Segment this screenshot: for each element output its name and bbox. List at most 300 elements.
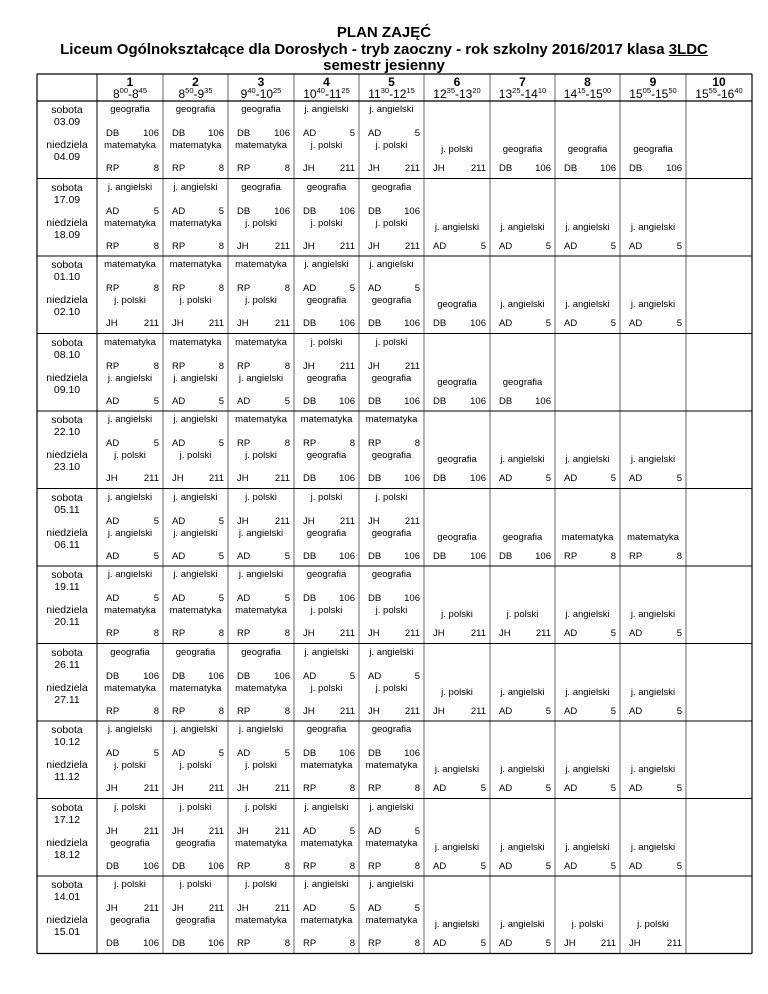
- lesson-subject: j. angielski: [500, 221, 545, 233]
- lesson-teacher: DB: [172, 670, 186, 682]
- column-number: 8: [584, 75, 591, 89]
- lesson-room: 211: [404, 628, 420, 639]
- lesson-teacher: DB: [303, 318, 317, 329]
- lesson-subject: j. angielski: [500, 686, 545, 698]
- lesson-room: 5: [676, 628, 682, 639]
- lesson-subject: j. polski: [114, 450, 146, 461]
- lesson-subject: j. angielski: [107, 527, 153, 539]
- lesson-subject: j. polski: [245, 295, 277, 306]
- lesson-teacher: AD: [303, 825, 317, 837]
- lesson-room: 8: [218, 628, 224, 639]
- lesson-subject: matematyka: [300, 837, 353, 849]
- lesson-teacher: JH: [237, 825, 249, 837]
- day-label-saturday: sobota 22.10: [51, 414, 83, 438]
- lesson-teacher: JH: [433, 163, 445, 174]
- column-time: $8^{00}-8^{45}$: [112, 86, 148, 101]
- lesson-room: 106: [274, 128, 290, 139]
- lesson-teacher: RP: [237, 163, 251, 174]
- lesson-subject: j. angielski: [500, 919, 545, 930]
- lesson-room: 8: [414, 860, 420, 872]
- lesson-subject: geografia: [306, 450, 347, 461]
- lesson-teacher: AD: [629, 783, 643, 794]
- lesson-room: 5: [545, 938, 551, 949]
- lesson-teacher: DB: [629, 163, 643, 174]
- lesson-subject: j. polski: [375, 217, 408, 229]
- lesson-teacher: JH: [564, 938, 576, 949]
- lesson-subject: j. polski: [571, 919, 604, 930]
- lesson-subject: matematyka: [235, 414, 287, 425]
- lesson-teacher: AD: [303, 283, 317, 294]
- lesson-subject: matematyka: [300, 760, 353, 771]
- lesson-room: 8: [610, 550, 616, 562]
- lesson-subject: j. angielski: [500, 764, 545, 775]
- lesson-room: 211: [470, 705, 486, 717]
- lesson-subject: geografia: [437, 299, 477, 310]
- lesson-room: 8: [676, 550, 682, 562]
- lesson-room: 5: [610, 860, 616, 872]
- lesson-room: 106: [535, 550, 551, 562]
- lesson-teacher: AD: [303, 903, 317, 914]
- lesson-subject: matematyka: [365, 837, 418, 849]
- lesson-room: 5: [480, 860, 486, 872]
- lesson-room: 5: [153, 395, 159, 407]
- lesson-room: 8: [153, 628, 159, 639]
- lesson-subject: j. angielski: [238, 372, 284, 384]
- lesson-subject: j. polski: [114, 760, 146, 771]
- lesson-room: 5: [545, 318, 551, 329]
- day-label-saturday: sobota 05.11: [51, 491, 83, 516]
- lesson-room: 106: [143, 860, 159, 872]
- lesson-teacher: JH: [237, 318, 249, 329]
- lesson-teacher: AD: [499, 938, 513, 949]
- lesson-subject: j. angielski: [500, 454, 545, 465]
- lesson-room: 5: [414, 670, 420, 682]
- lesson-room: 8: [349, 938, 355, 949]
- lesson-room: 211: [470, 628, 486, 639]
- lesson-teacher: JH: [106, 783, 118, 794]
- lesson-room: 5: [610, 473, 616, 484]
- lesson-room: 211: [666, 938, 682, 949]
- lesson-subject: j. angielski: [107, 414, 153, 425]
- lesson-subject: j. angielski: [369, 104, 414, 115]
- lesson-subject: geografia: [241, 181, 281, 193]
- lesson-teacher: JH: [499, 628, 511, 639]
- lesson-subject: matematyka: [104, 217, 156, 229]
- lesson-room: 106: [339, 593, 355, 604]
- lesson-room: 5: [610, 705, 616, 717]
- lesson-room: 106: [535, 395, 551, 407]
- lesson-teacher: DB: [303, 748, 317, 759]
- lesson-subject: j. angielski: [434, 841, 480, 853]
- lesson-room: 5: [218, 550, 224, 562]
- lesson-subject: j. polski: [637, 919, 669, 930]
- lesson-subject: j. polski: [375, 682, 408, 694]
- lesson-teacher: AD: [106, 748, 120, 759]
- lesson-teacher: RP: [106, 628, 120, 639]
- lesson-teacher: JH: [172, 783, 184, 794]
- lesson-subject: matematyka: [104, 140, 156, 151]
- lesson-teacher: DB: [106, 128, 120, 139]
- lesson-subject: j. angielski: [173, 414, 218, 425]
- lesson-subject: j. angielski: [565, 299, 610, 310]
- lesson-room: 211: [143, 473, 159, 484]
- lesson-teacher: AD: [172, 550, 186, 562]
- lesson-room: 5: [676, 705, 682, 717]
- lesson-teacher: AD: [499, 860, 513, 872]
- lesson-teacher: DB: [303, 205, 317, 217]
- lesson-teacher: DB: [237, 205, 251, 217]
- day-label-sunday: niedziela 04.09: [46, 139, 88, 163]
- lesson-subject: geografia: [371, 450, 412, 461]
- lesson-subject: geografia: [110, 915, 150, 926]
- lesson-subject: matematyka: [104, 605, 156, 616]
- lesson-room: 5: [284, 593, 290, 604]
- lesson-teacher: DB: [303, 593, 317, 604]
- lesson-subject: geografia: [502, 144, 543, 155]
- lesson-room: 5: [676, 473, 682, 484]
- lesson-room: 106: [404, 748, 420, 759]
- lesson-room: 106: [404, 550, 420, 562]
- day-label-sunday: niedziela 06.11: [46, 526, 88, 551]
- lesson-room: 211: [274, 515, 290, 527]
- column-time: $13^{25}-14^{10}$: [498, 86, 547, 101]
- lesson-room: 5: [349, 825, 355, 837]
- lesson-room: 5: [218, 593, 224, 604]
- lesson-room: 211: [208, 825, 224, 837]
- lesson-room: 8: [153, 360, 159, 372]
- lesson-subject: j. polski: [245, 760, 277, 771]
- lesson-room: 8: [284, 938, 290, 949]
- lesson-room: 8: [284, 438, 290, 449]
- column-number: 3: [257, 75, 265, 89]
- lesson-subject: geografia: [306, 372, 347, 384]
- lesson-teacher: RP: [629, 550, 643, 562]
- lesson-subject: j. angielski: [369, 646, 414, 658]
- lesson-subject: matematyka: [169, 336, 222, 348]
- lesson-subject: geografia: [175, 837, 216, 849]
- lesson-room: 8: [284, 628, 290, 639]
- lesson-teacher: AD: [172, 438, 186, 449]
- lesson-teacher: JH: [106, 903, 118, 914]
- lesson-subject: j. polski: [441, 144, 473, 155]
- lesson-teacher: DB: [368, 318, 382, 329]
- lesson-teacher: AD: [433, 240, 447, 252]
- lesson-room: 5: [349, 903, 355, 914]
- lesson-teacher: AD: [172, 748, 186, 759]
- lesson-teacher: JH: [303, 628, 315, 639]
- lesson-subject: j. polski: [506, 609, 539, 620]
- day-label-sunday: niedziela 27.11: [46, 681, 88, 706]
- class-code: 3LDC: [668, 41, 708, 58]
- lesson-teacher: DB: [172, 128, 186, 139]
- lesson-subject: j. angielski: [500, 841, 545, 853]
- lesson-teacher: JH: [106, 473, 118, 484]
- lesson-subject: geografia: [306, 724, 347, 735]
- lesson-subject: j. angielski: [630, 454, 676, 465]
- lesson-room: 211: [404, 360, 420, 372]
- lesson-teacher: DB: [499, 163, 513, 174]
- lesson-room: 211: [404, 240, 420, 252]
- lesson-room: 211: [143, 825, 159, 837]
- lesson-teacher: JH: [368, 628, 380, 639]
- lesson-room: 211: [208, 783, 224, 794]
- lesson-teacher: JH: [368, 240, 380, 252]
- lesson-teacher: JH: [237, 473, 249, 484]
- lesson-subject: j. polski: [310, 217, 343, 229]
- lesson-teacher: RP: [237, 360, 251, 372]
- lesson-teacher: RP: [237, 860, 251, 872]
- lesson-subject: geografia: [371, 372, 412, 384]
- lesson-subject: matematyka: [169, 259, 222, 270]
- lesson-teacher: AD: [106, 515, 120, 527]
- lesson-room: 211: [143, 318, 159, 329]
- lesson-room: 5: [480, 783, 486, 794]
- lesson-teacher: RP: [368, 938, 382, 949]
- lesson-subject: j. angielski: [369, 879, 414, 890]
- column-time: $10^{40}-11^{25}$: [303, 86, 350, 101]
- lesson-subject: geografia: [371, 569, 412, 580]
- lesson-subject: geografia: [502, 531, 543, 543]
- lesson-subject: j. angielski: [630, 686, 676, 698]
- column-number: 1: [126, 75, 134, 89]
- lesson-subject: matematyka: [235, 140, 287, 151]
- lesson-teacher: RP: [172, 283, 186, 294]
- lesson-teacher: RP: [237, 628, 251, 639]
- lesson-subject: j. angielski: [565, 609, 610, 620]
- lesson-teacher: AD: [629, 318, 643, 329]
- day-label-sunday: niedziela 09.10: [46, 371, 88, 396]
- lesson-teacher: RP: [368, 860, 382, 872]
- lesson-room: 211: [274, 903, 290, 914]
- lesson-subject: geografia: [175, 646, 216, 658]
- day-label-saturday: sobota 03.09: [51, 104, 83, 128]
- lesson-subject: j. angielski: [238, 527, 284, 539]
- lesson-subject: j. polski: [441, 686, 473, 698]
- lesson-room: 8: [218, 240, 224, 252]
- lesson-room: 106: [143, 128, 159, 139]
- lesson-subject: geografia: [175, 915, 216, 926]
- lesson-teacher: DB: [368, 205, 382, 217]
- lesson-teacher: JH: [433, 628, 445, 639]
- lesson-teacher: AD: [237, 593, 251, 604]
- column-time: $9^{40}-10^{25}$: [240, 86, 282, 101]
- lesson-subject: matematyka: [627, 531, 679, 543]
- lesson-teacher: JH: [368, 163, 380, 174]
- lesson-room: 211: [274, 783, 290, 794]
- lesson-subject: j. polski: [441, 609, 473, 620]
- lesson-teacher: AD: [499, 705, 513, 717]
- lesson-room: 5: [610, 628, 616, 639]
- lesson-teacher: JH: [368, 360, 380, 372]
- lesson-subject: j. polski: [375, 605, 408, 616]
- column-number: 2: [192, 75, 199, 89]
- lesson-subject: j. polski: [245, 450, 277, 461]
- lesson-room: 106: [470, 550, 486, 562]
- lesson-room: 211: [208, 473, 224, 484]
- lesson-teacher: RP: [106, 240, 120, 252]
- lesson-room: 106: [666, 163, 682, 174]
- lesson-room: 8: [414, 938, 420, 949]
- lesson-teacher: AD: [499, 318, 513, 329]
- lesson-subject: j. angielski: [630, 609, 676, 620]
- lesson-room: 5: [284, 395, 290, 407]
- lesson-teacher: AD: [564, 473, 578, 484]
- lesson-subject: matematyka: [235, 682, 287, 694]
- lesson-teacher: RP: [303, 860, 317, 872]
- lesson-teacher: AD: [564, 783, 578, 794]
- lesson-room: 5: [414, 825, 420, 837]
- lesson-subject: geografia: [437, 454, 477, 465]
- lesson-subject: j. angielski: [565, 221, 610, 233]
- lesson-room: 106: [339, 205, 355, 217]
- lesson-subject: j. polski: [310, 336, 343, 348]
- column-time: $8^{50}-9^{35}$: [178, 86, 213, 101]
- lesson-teacher: AD: [172, 395, 186, 407]
- lesson-room: 5: [153, 748, 159, 759]
- lesson-subject: j. polski: [179, 801, 212, 813]
- lesson-teacher: DB: [368, 395, 382, 407]
- lesson-room: 5: [414, 128, 420, 139]
- lesson-subject: j. polski: [179, 760, 212, 771]
- lesson-subject: j. angielski: [565, 686, 610, 698]
- column-number: 9: [649, 75, 657, 89]
- lesson-subject: j. angielski: [238, 569, 284, 580]
- lesson-room: 106: [535, 163, 551, 174]
- lesson-subject: j. angielski: [304, 259, 349, 270]
- lesson-room: 106: [470, 318, 486, 329]
- lesson-subject: matematyka: [365, 915, 418, 926]
- lesson-teacher: AD: [106, 593, 120, 604]
- lesson-room: 5: [153, 515, 159, 527]
- lesson-teacher: DB: [433, 550, 447, 562]
- lesson-subject: matematyka: [104, 682, 156, 694]
- lesson-room: 211: [600, 938, 616, 949]
- lesson-room: 106: [339, 550, 355, 562]
- lesson-room: 106: [404, 395, 420, 407]
- column-number: 6: [453, 75, 461, 89]
- lesson-subject: j. angielski: [434, 919, 480, 930]
- lesson-teacher: AD: [172, 593, 186, 604]
- lesson-subject: geografia: [306, 527, 347, 539]
- lesson-teacher: AD: [368, 903, 382, 914]
- day-label-saturday: sobota 17.09: [51, 181, 83, 206]
- lesson-subject: j. angielski: [173, 569, 218, 580]
- lesson-teacher: AD: [433, 860, 447, 872]
- lesson-subject: matematyka: [365, 760, 418, 771]
- column-time: $15^{05}-15^{50}$: [629, 86, 677, 101]
- lesson-subject: geografia: [437, 376, 477, 388]
- lesson-teacher: AD: [629, 628, 643, 639]
- lesson-room: 8: [153, 705, 159, 717]
- lesson-subject: matematyka: [235, 259, 287, 270]
- lesson-teacher: AD: [564, 628, 578, 639]
- lesson-room: 5: [218, 205, 224, 217]
- lesson-teacher: AD: [368, 128, 382, 139]
- lesson-room: 106: [600, 163, 616, 174]
- lesson-subject: j. angielski: [630, 299, 676, 310]
- lesson-teacher: DB: [433, 318, 447, 329]
- lesson-teacher: DB: [303, 473, 317, 484]
- lesson-subject: j. angielski: [434, 221, 480, 233]
- lesson-room: 5: [676, 240, 682, 252]
- lesson-teacher: RP: [237, 705, 251, 717]
- lesson-room: 8: [349, 438, 355, 449]
- lesson-subject: geografia: [437, 531, 477, 543]
- lesson-subject: matematyka: [300, 915, 353, 926]
- lesson-teacher: RP: [172, 705, 186, 717]
- lesson-subject: geografia: [371, 724, 412, 735]
- lesson-teacher: JH: [368, 515, 380, 527]
- lesson-room: 106: [404, 318, 420, 329]
- lesson-room: 5: [153, 438, 159, 449]
- lesson-room: 8: [218, 163, 224, 174]
- lesson-room: 106: [339, 748, 355, 759]
- lesson-room: 8: [218, 705, 224, 717]
- lesson-subject: j. angielski: [173, 491, 218, 503]
- lesson-teacher: AD: [433, 783, 447, 794]
- lesson-room: 5: [545, 705, 551, 717]
- lesson-room: 211: [274, 825, 290, 837]
- lesson-room: 8: [414, 783, 420, 794]
- column-number: 10: [712, 75, 726, 89]
- lesson-room: 211: [404, 163, 420, 174]
- lesson-teacher: DB: [499, 395, 513, 407]
- lesson-teacher: AD: [433, 938, 447, 949]
- lesson-subject: j. polski: [245, 801, 277, 813]
- lesson-teacher: RP: [303, 783, 317, 794]
- lesson-teacher: AD: [564, 318, 578, 329]
- lesson-teacher: AD: [106, 550, 120, 562]
- lesson-room: 211: [339, 705, 355, 717]
- lesson-teacher: JH: [172, 903, 184, 914]
- lesson-teacher: AD: [564, 240, 578, 252]
- lesson-subject: geografia: [371, 295, 412, 306]
- lesson-subject: geografia: [306, 295, 347, 306]
- lesson-subject: matematyka: [235, 837, 287, 849]
- lesson-teacher: RP: [172, 163, 186, 174]
- lesson-subject: matematyka: [365, 414, 418, 425]
- day-label-sunday: niedziela 02.10: [46, 294, 88, 318]
- lesson-teacher: JH: [303, 240, 315, 252]
- lesson-teacher: RP: [172, 360, 186, 372]
- lesson-subject: j. polski: [310, 682, 343, 694]
- lesson-room: 106: [470, 395, 486, 407]
- lesson-teacher: JH: [237, 783, 249, 794]
- lesson-subject: geografia: [110, 646, 150, 658]
- lesson-subject: j. angielski: [500, 299, 545, 310]
- lesson-teacher: RP: [237, 438, 251, 449]
- lesson-subject: j. polski: [245, 879, 277, 890]
- lesson-subject: j. angielski: [107, 724, 153, 735]
- lesson-room: 106: [274, 670, 290, 682]
- lesson-teacher: AD: [172, 515, 186, 527]
- lesson-subject: j. angielski: [369, 259, 414, 270]
- lesson-subject: j. angielski: [565, 764, 610, 775]
- lesson-room: 211: [339, 240, 355, 252]
- lesson-subject: geografia: [371, 527, 412, 539]
- day-label-sunday: niedziela 15.01: [46, 914, 88, 938]
- lesson-subject: geografia: [241, 646, 281, 658]
- lesson-room: 211: [339, 163, 355, 174]
- lesson-teacher: AD: [499, 473, 513, 484]
- lesson-teacher: DB: [106, 670, 120, 682]
- day-label-sunday: niedziela 18.12: [46, 836, 88, 861]
- lesson-teacher: RP: [303, 938, 317, 949]
- lesson-room: 211: [535, 628, 551, 639]
- lesson-subject: j. angielski: [630, 764, 676, 775]
- lesson-teacher: RP: [368, 783, 382, 794]
- lesson-room: 106: [404, 593, 420, 604]
